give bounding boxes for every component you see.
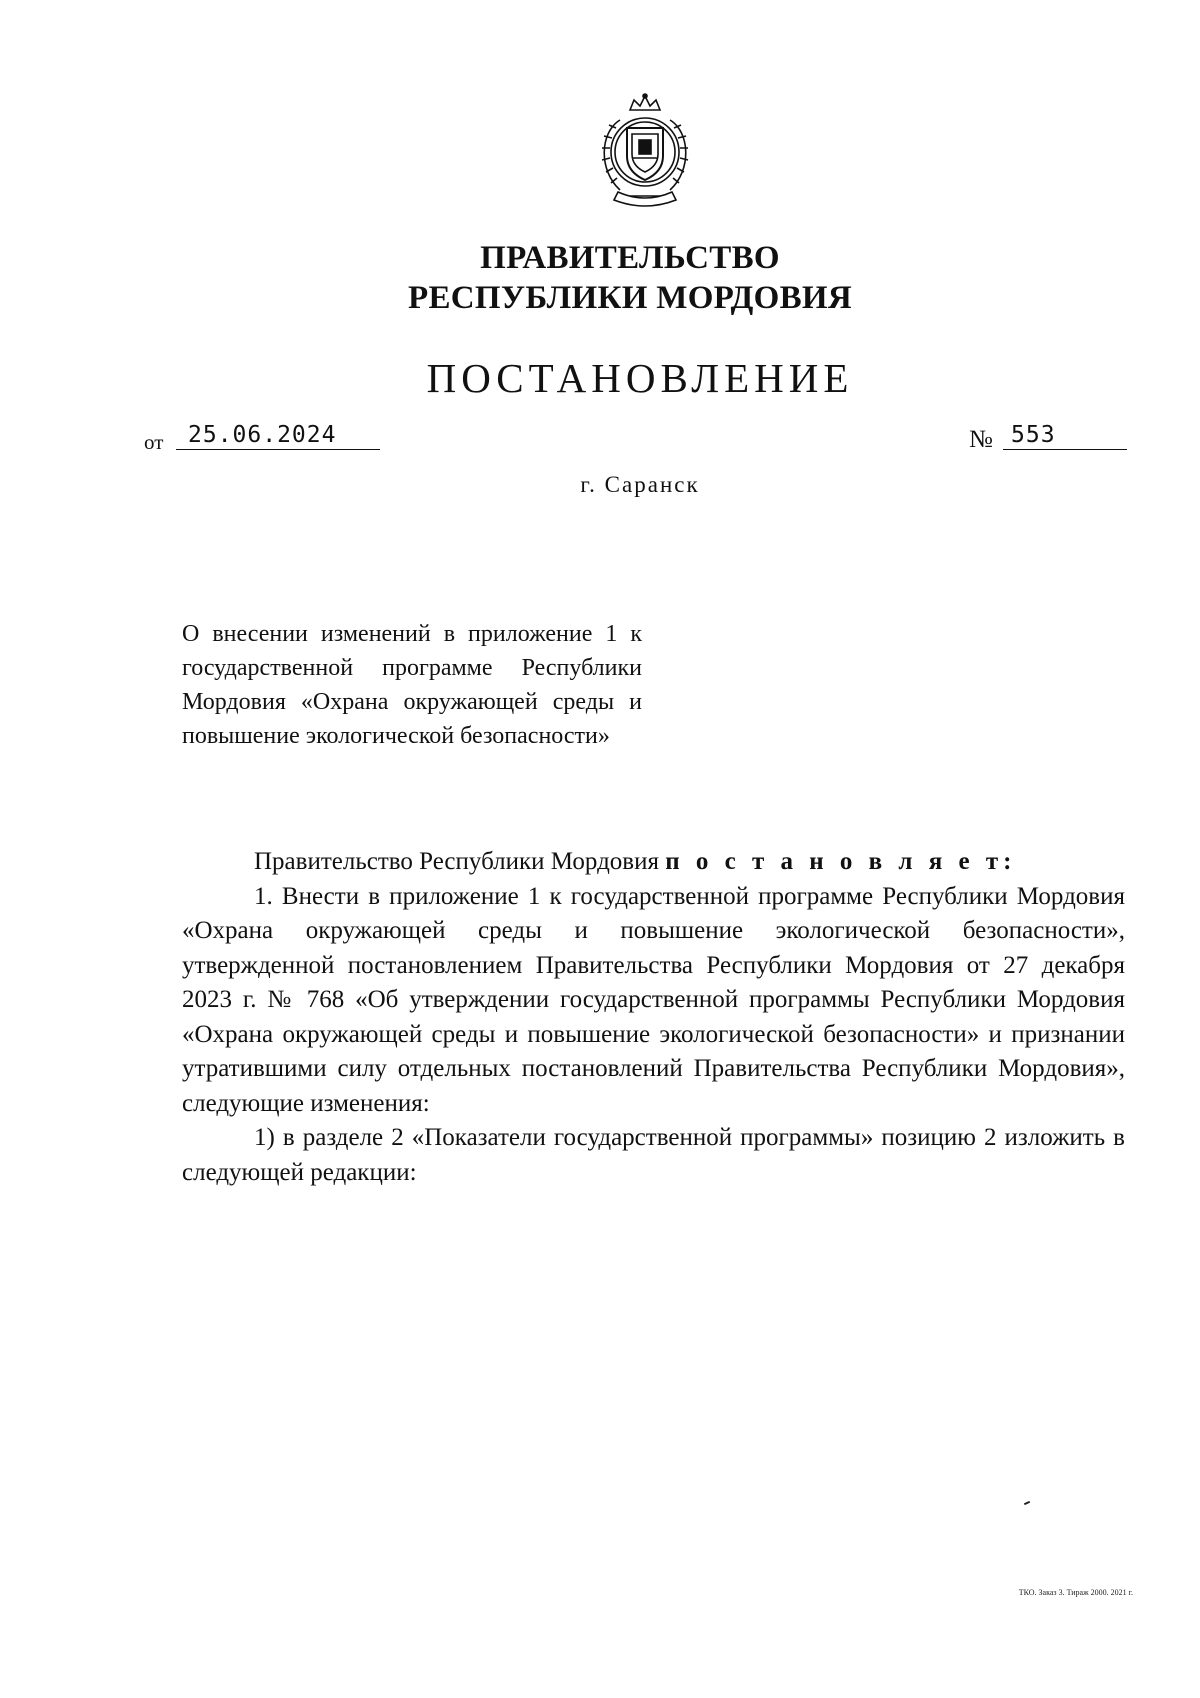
coat-of-arms-icon xyxy=(590,92,700,210)
document-body xyxy=(182,845,1125,1190)
scan-speck xyxy=(1024,1501,1030,1505)
organization-name-line-2: РЕСПУБЛИКИ МОРДОВИЯ xyxy=(407,280,852,316)
paragraph-1: 1. Внести в приложение 1 к государственной программе Республики Мордовия «Охрана окружающей среды и повышение экологической безопасности», утвержденной постановлением Правительства Республики Мордовия от 27 декабря 2023 г. № 768 «Об утверждении государственной программы Республики Мордовия «Охрана окружающей среды и повышение экологической безопасности» и признании утратившими силу отдельных постановлений Правительства Республики Мордовия», следующие изменения: xyxy=(182,882,1125,1117)
organization-name-line-1: ПРАВИТЕЛЬСТВО xyxy=(480,240,780,276)
print-info-footer: ТКО. Заказ 3. Тираж 2000. 2021 г. xyxy=(1018,1588,1133,1597)
preamble-verb: п о с т а н о в л я е т: xyxy=(665,848,1017,875)
city-of-issue: г. Саранск xyxy=(580,472,700,497)
preamble xyxy=(182,845,1125,880)
date-label: от xyxy=(144,430,164,454)
paragraph-2: 1) в разделе 2 «Показатели государственной программы» позицию 2 изложить в следующей редакции: xyxy=(182,1124,1125,1186)
preamble-text: Правительство Республики Мордовия xyxy=(254,848,666,875)
document-subject: О внесении изменений в приложение 1 к государственной программе Республики Мордовия «Охрана окружающей среды и повышение экологической безопасности» xyxy=(182,621,642,749)
document-number: 553 xyxy=(1003,421,1127,450)
document-date: 25.06.2024 xyxy=(176,421,380,450)
number-label: № xyxy=(969,426,993,453)
document-type-title: ПОСТАНОВЛЕНИЕ xyxy=(426,355,854,401)
